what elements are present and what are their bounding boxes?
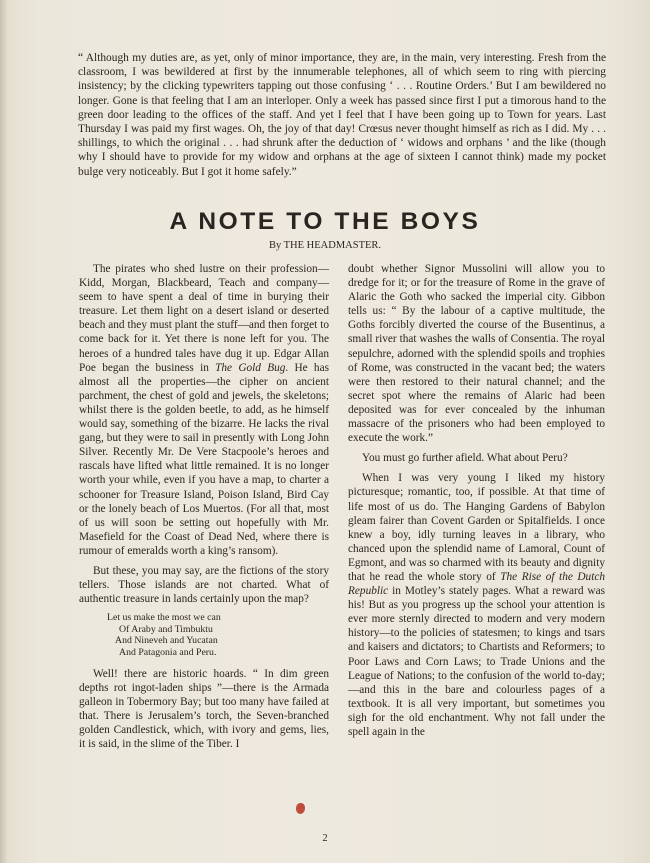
- verse-line: And Patagonia and Peru.: [119, 647, 217, 659]
- ink-stain: [296, 803, 305, 814]
- paragraph-text: in Motley’s stately pages. What a reward was his! But as you progress up the school your attention is ever more sternly directed to modern and very modern history—to the policies of statesmen; to kings and tsars and kaisers and dictators; to Chartists and Reformers; to Poor Laws and Corn Laws; to Trade Unions and the League of Nations; to the confusion of the world to-day;—and this in the bare and colourless pages of a textbook. It is all very important, but sometimes you sigh for the old enchantment. Why not fall under the spell again in the: [348, 585, 605, 738]
- verse-line: Of Araby and Timbuktu: [119, 623, 213, 635]
- verse-quotation: [79, 612, 329, 658]
- paragraph-text: . He has almost all the properties—the cipher on ancient parchment, the chest of gold and jewels, the skeletons; whilst there is the golden beetle, to add, as he himself would say, something of the bizarre. He lacks the rival gang, but they were to sail in presently with Long John Silver. Recently Mr. De Vere Stacpoole’s heroes and rascals have lifted what little remained. It is no longer worth your while, even if you have a map, to charter a schooner for Treasure Island, Poison Island, Bird Cay or the lonely beach of Los Muertos. (For all that, most of us will soon be setting out hopefully with Mr. Masefield for the Coast of Dead Ned, where there is rumour of emeralds worth a king’s ransom).: [79, 361, 329, 557]
- paragraph-text: The pirates who shed lustre on their profession—Kidd, Morgan, Blackbeard, Teach and company—seem to have spent a deal of time in burying their treasure. Let them light on a desert island or deserted beach and they must plant the stuff—and then forget to come back for it. Yet there is none left for you. The heroes of a hundred tales have dug it up. Edgar Allan Poe began the business in: [79, 263, 329, 374]
- article-byline: By THE HEADMASTER.: [268, 240, 382, 251]
- page-number: 2: [322, 833, 328, 844]
- right-column: [348, 262, 605, 745]
- paragraph: You must go further afield. What about Peru?: [362, 452, 568, 465]
- verse-line: Let us make the most we can: [107, 612, 221, 624]
- paragraph: But these, you may say, are the fictions of the story tellers. Those islands are not charted. What of authentic treasure in lands certainly upon the map?: [79, 564, 329, 606]
- page-fold-shadow: [0, 0, 8, 863]
- paragraph: [348, 471, 605, 739]
- verse-line: And Nineveh and Yucatan: [115, 635, 218, 647]
- paragraph: [79, 262, 329, 558]
- intro-quotation: “ Although my duties are, as yet, only of minor importance, they are, in the main, very interesting. Fresh from the classroom, I was bewildered at first by the innumerable telephones, all of which seem to ring with piercing insistency; by the clicking typewriters tapping out those confusing ‘ . . . Routine Orders.’ But I am bewildered no longer. Gone is that feeling that I am an interloper. Only a week has passed since first I put a timorous hand to the green door leading to the offices of the staff. And yet I feel that I have been going up to Town for years. Last Thursday I was paid my first wages. Oh, the joy of that day! Crœsus never thought himself as rich as I did. My . . . shillings, to which the original . . . had shrunk after the deduction of ‘ widows and orphans ’ and the like (though why I should have to provide for my widow and orphans at the age of sixteen I cannot think) made my pocket bulge very noticeably. But I got it home safely.”: [78, 52, 606, 178]
- book-title: The Rise of the Dutch Republic: [348, 570, 606, 598]
- book-title: The Gold Bug: [215, 361, 286, 374]
- paragraph: Well! there are historic hoards. “ In dim green depths rot ingot-laden ships ”—there is the Armada galleon in Tobermory Bay; but too many have failed at that. There is Jerusalem’s torch, the Seven-branched golden Candlestick, which, with ivory and gems, lies, it is said, in the slime of the Tiber. I: [79, 667, 329, 751]
- paragraph-text: When I was very young I liked my history picturesque; romantic, too, if possible. At that time of life most of us do. The Hanging Gardens of Babylon gleam fairer than Covent Garden or Spitalfields. I once knew a boy, idly turning leaves in a library, who chanced upon the splendid name of Lamoral, Count of Egmont, and was so charmed with its beauty and dignity that he read the whole story of: [348, 472, 605, 583]
- article-title: A NOTE TO THE BOYS: [169, 208, 481, 235]
- paragraph: doubt whether Signor Mussolini will allow you to dredge for it; or for the treasure of Rome in the grave of Alaric the Goth who sacked the imperial city. Gibbon tells us: “ By the labour of a captive multitude, the Goths forcibly diverted the course of the Busentinus, a small river that washes the walls of Consentia. The royal sepulchre, adorned with the splendid spoils and trophies of Rome, was constructed in the vacant bed; the waters were then restored to their natural channel; and the secret spot where the remains of Alaric had been deposited was for ever concealed by the inhuman massacre of the prisoners who had been employed to execute the work.”: [348, 263, 605, 445]
- left-column: [79, 262, 329, 757]
